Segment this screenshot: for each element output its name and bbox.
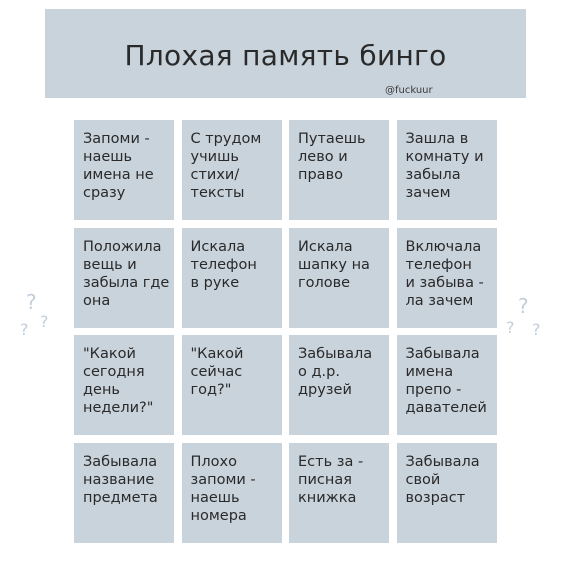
- bingo-cell[interactable]: "Какой сегодня день недели?": [74, 335, 174, 435]
- bingo-cell[interactable]: Забывала о д.р. друзей: [289, 335, 389, 435]
- bingo-cell[interactable]: Забывала имена препо - давателей: [397, 335, 497, 435]
- bingo-cell[interactable]: Забывала свой возраст: [397, 443, 497, 543]
- bingo-cell[interactable]: Положила вещь и забыла где она: [74, 228, 174, 328]
- title-banner: [45, 9, 526, 98]
- bingo-cell[interactable]: Запоми - наешь имена не сразу: [74, 120, 174, 220]
- question-mark-icon: ?: [20, 320, 29, 339]
- bingo-grid: [74, 120, 497, 543]
- author-handle: @fuckuur: [385, 85, 433, 96]
- bingo-cell[interactable]: Зашла в комнату и забыла зачем: [397, 120, 497, 220]
- question-mark-icon: ?: [26, 290, 37, 314]
- page-title: Плохая память бинго: [124, 39, 447, 72]
- question-mark-icon: ?: [506, 318, 515, 337]
- question-mark-icon: ?: [518, 294, 529, 318]
- bingo-cell[interactable]: Забывала название предмета: [74, 443, 174, 543]
- bingo-cell[interactable]: С трудом учишь стихи/ тексты: [182, 120, 282, 220]
- bingo-cell[interactable]: Включала телефон и забыва - ла зачем: [397, 228, 497, 328]
- bingo-cell[interactable]: Искала телефон в руке: [182, 228, 282, 328]
- question-mark-icon: ?: [532, 320, 541, 339]
- bingo-cell[interactable]: Плохо запоми - наешь номера: [182, 443, 282, 543]
- question-mark-icon: ?: [40, 312, 49, 331]
- bingo-cell[interactable]: Искала шапку на голове: [289, 228, 389, 328]
- bingo-cell[interactable]: "Какой сейчас год?": [182, 335, 282, 435]
- bingo-cell[interactable]: Путаешь лево и право: [289, 120, 389, 220]
- bingo-cell[interactable]: Есть за - писная книжка: [289, 443, 389, 543]
